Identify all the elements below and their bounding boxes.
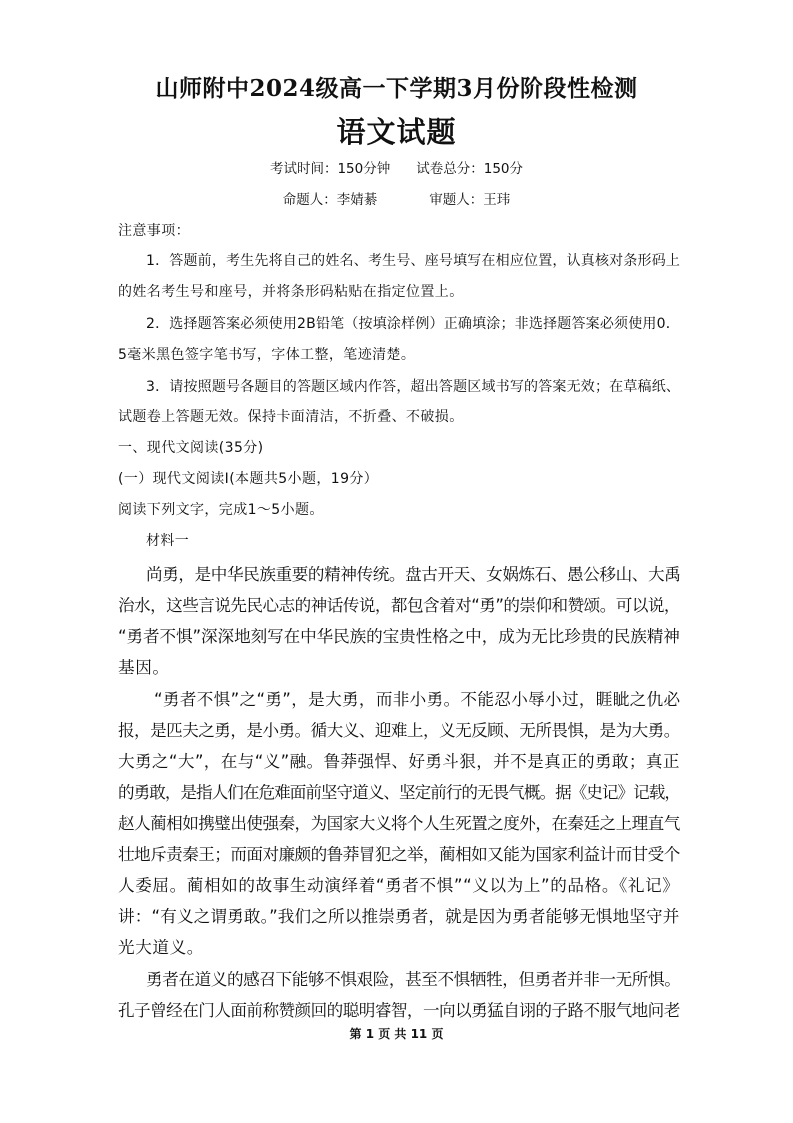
passage-line: “勇者不惧”之“勇”，是大勇，而非小勇。不能忍小辱小过，睚眦之仇必 bbox=[154, 690, 681, 709]
passage-line: 赵人蔺相如携璧出使强秦，为国家大义将个人生死置之度外，在秦廷之上理直气 bbox=[118, 814, 680, 833]
exam-time: 考试时间：150分钟 bbox=[269, 161, 391, 177]
passage-line: 基因。 bbox=[118, 658, 170, 677]
passage-line: 报，是匹夫之勇，是小勇。循大义、迎难上，义无反顾、无所畏惧，是为大勇。 bbox=[118, 721, 680, 740]
passage-line: “勇者不惧”深深地刻写在中华民族的宝贵性格之中，成为无比珍贵的民族精神 bbox=[118, 627, 680, 646]
passage-line: 光大道义。 bbox=[118, 938, 204, 957]
setter: 命题人：李婧綦 bbox=[282, 192, 378, 208]
authors-line bbox=[0, 188, 793, 208]
passage-line: 治水，这些言说先民心志的神话传说，都包含着对“勇”的崇仰和赞颂。可以说， bbox=[118, 596, 680, 615]
passage-line: 壮地斥责秦王；而面对廉颇的鲁莽冒犯之举，蔺相如又能为国家利益计而甘受个 bbox=[118, 845, 680, 864]
section-heading: 一、现代文阅读(35分) bbox=[118, 440, 264, 456]
passage-line: 尚勇，是中华民族重要的精神传统。盘古开天、女娲炼石、愚公移山、大禹 bbox=[146, 565, 681, 584]
page-number: 第 1 页 共 11 页 bbox=[349, 1027, 444, 1041]
passage-line: 勇者在道义的感召下能够不惧艰险，甚至不惧牺牲，但勇者并非一无所惧。 bbox=[146, 970, 681, 989]
note-line: 3．请按照题号各题目的答题区域内作答，超出答题区域书写的答案无效；在草稿纸、 bbox=[146, 379, 681, 395]
reviewer: 审题人：王玮 bbox=[429, 192, 511, 208]
passage-line: 的勇敢，是指人们在危难面前坚守道义、坚定前行的无畏气概。据《史记》记载， bbox=[118, 783, 680, 802]
note-line: 2．选择题答案必须使用2B铅笔（按填涂样例）正确填涂；非选择题答案必须使用0． bbox=[146, 316, 680, 332]
note-line: 1．答题前，考生先将自己的姓名、考生号、座号填写在相应位置，认真核对条形码上 bbox=[146, 253, 681, 269]
section-subheading: (一）现代文阅读Ⅰ(本题共5小题，19分） bbox=[118, 471, 379, 487]
passage-line: 讲：“有义之谓勇敢。”我们之所以推崇勇者，就是因为勇者能够无惧地坚守并 bbox=[118, 907, 680, 926]
notes-heading: 注意事项： bbox=[118, 223, 190, 239]
section-instruction: 阅读下列文字，完成1～5小题。 bbox=[118, 502, 324, 518]
note-line: 试题卷上答题无效。保持卡面清洁，不折叠、不破损。 bbox=[118, 409, 464, 425]
exam-info-line bbox=[0, 157, 793, 177]
note-line: 5毫米黑色签字笔书写，字体工整，笔迹清楚。 bbox=[118, 347, 416, 363]
total-score: 试卷总分：150分 bbox=[416, 161, 524, 177]
note-line: 的姓名考生号和座号，并将条形码粘贴在指定位置上。 bbox=[118, 284, 464, 300]
exam-subtitle: 语文试题 bbox=[336, 115, 457, 149]
passage-line: 大勇之“大”，在与“义”融。鲁莽强悍、好勇斗狠，并不是真正的勇敢；真正 bbox=[118, 752, 680, 771]
material-label: 材料一 bbox=[146, 533, 190, 549]
passage-line: 人委屈。蔺相如的故事生动演绎着“勇者不惧”“义以为上”的品格。《礼记》 bbox=[118, 876, 680, 895]
exam-title: 山师附中2024级高一下学期3月份阶段性检测 bbox=[155, 75, 638, 102]
passage-line: 孔子曾经在门人面前称赞颜回的聪明睿智，一向以勇猛自诩的子路不服气地问老 bbox=[118, 1001, 680, 1020]
